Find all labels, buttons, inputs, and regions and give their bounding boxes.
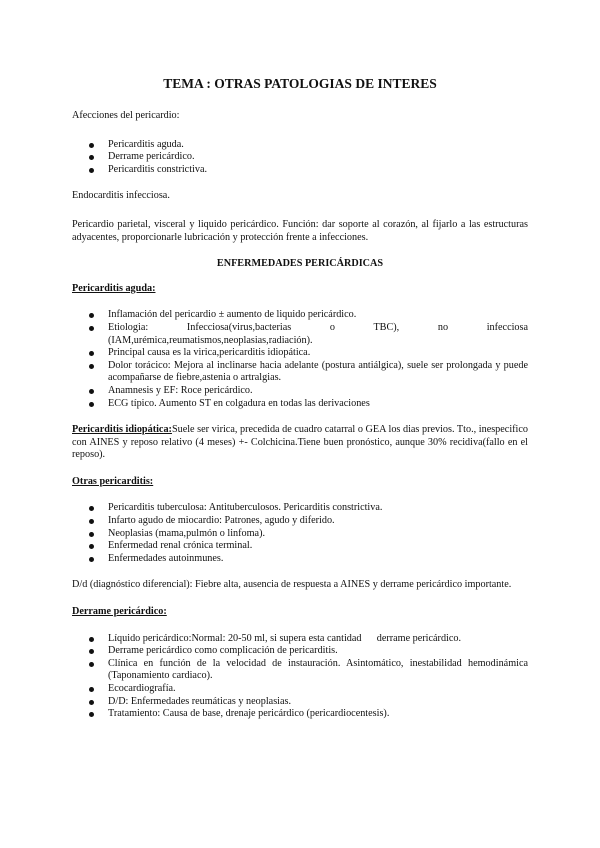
list-item: Etiologia: Infecciosa(virus,bacterias o TBC), no infecciosa (IAM,urémica,reumatismos,neoplasias,radiación). — [108, 321, 528, 346]
list-item: ECG típico. Aumento ST en colgadura en todas las derivaciones — [108, 398, 528, 411]
list-item: Pericarditis tuberculosa: Antituberculosos. Pericarditis constrictiva. — [108, 502, 528, 515]
list-item: Pericarditis aguda. — [108, 139, 528, 152]
list-item: Tratamiento: Causa de base, drenaje pericárdico (pericardiocentesis). — [108, 708, 528, 721]
list-item: Enfermedades autoinmunes. — [108, 553, 528, 566]
list-item: Derrame pericárdico. — [108, 151, 528, 164]
otras-pericarditis-list — [72, 502, 528, 565]
list-item: Inflamación del pericardio ± aumento de liquido pericárdico. — [108, 309, 528, 322]
page-title: TEMA : OTRAS PATOLOGIAS DE INTERES — [163, 76, 437, 91]
list-item: Pericarditis constrictiva. — [108, 164, 528, 177]
endocarditis-line: Endocarditis infecciosa. — [72, 190, 170, 202]
list-item: Ecocardiografía. — [108, 683, 528, 696]
idiopatica-label: Pericarditis idiopática: — [72, 424, 172, 436]
dd-paragraph: D/d (diagnóstico diferencial): Fiebre alta, ausencia de respuesta a AINES y derrame pericárdico importante. — [72, 579, 512, 591]
list-item: Clínica en función de la velocidad de instauración. Asintomático, inestabilidad hemodinámica (Taponamiento cardiaco). — [108, 657, 528, 682]
list-item: Infarto agudo de miocardio: Patrones, agudo y diferido. — [108, 515, 528, 528]
pericarditis-aguda-heading: Pericarditis aguda: — [72, 282, 156, 294]
list-item: Neoplasias (mama,pulmón o linfoma). — [108, 528, 528, 541]
derrame-list — [72, 633, 528, 721]
derrame-heading: Derrame pericárdico: — [72, 606, 167, 618]
list-item: D/D: Enfermedades reumáticas y neoplasias. — [108, 696, 528, 709]
afecciones-list — [72, 139, 528, 177]
list-item: Principal causa es la virica,pericarditis idiopática. — [108, 347, 528, 360]
afecciones-intro: Afecciones del pericardio: — [72, 110, 180, 121]
list-item: Líquido pericárdico:Normal: 20-50 ml, si supera esta cantidad derrame pericárdico. — [108, 633, 528, 646]
list-item: Derrame pericárdico como complicación de pericarditis. — [108, 645, 528, 658]
idiopatica-text: Suele ser virica, precedida de cuadro catarral o GEA los dias previos. Tto., inespecifico con AINES y reposo relativo (4 meses) +- Colchicina.Tiene buen pronóstico, aunque 30% recidiva(fallo en el reposo). — [72, 424, 528, 461]
pericarditis-aguda-list — [72, 309, 528, 410]
idiopatica-paragraph — [72, 424, 528, 462]
otras-pericarditis-heading: Otras pericarditis: — [72, 475, 154, 487]
section-title: ENFERMEDADES PERICÁRDICAS — [216, 258, 384, 270]
list-item: Dolor torácico: Mejora al inclinarse hacia adelante (postura antiálgica), suele ser prolongada y puede acompañarse de fiebre,astenia o artralgias. — [108, 359, 528, 384]
pericardio-paragraph: Pericardio parietal, visceral y liquido pericárdico. Función: dar soporte al corazón, al fijarlo a las estructuras adyacentes, proporcionarle lubricación y protección frente a infecciones. — [72, 218, 528, 243]
list-item: Anamnesis y EF: Roce pericárdico. — [108, 385, 528, 398]
list-item: Enfermedad renal crónica terminal. — [108, 540, 528, 553]
